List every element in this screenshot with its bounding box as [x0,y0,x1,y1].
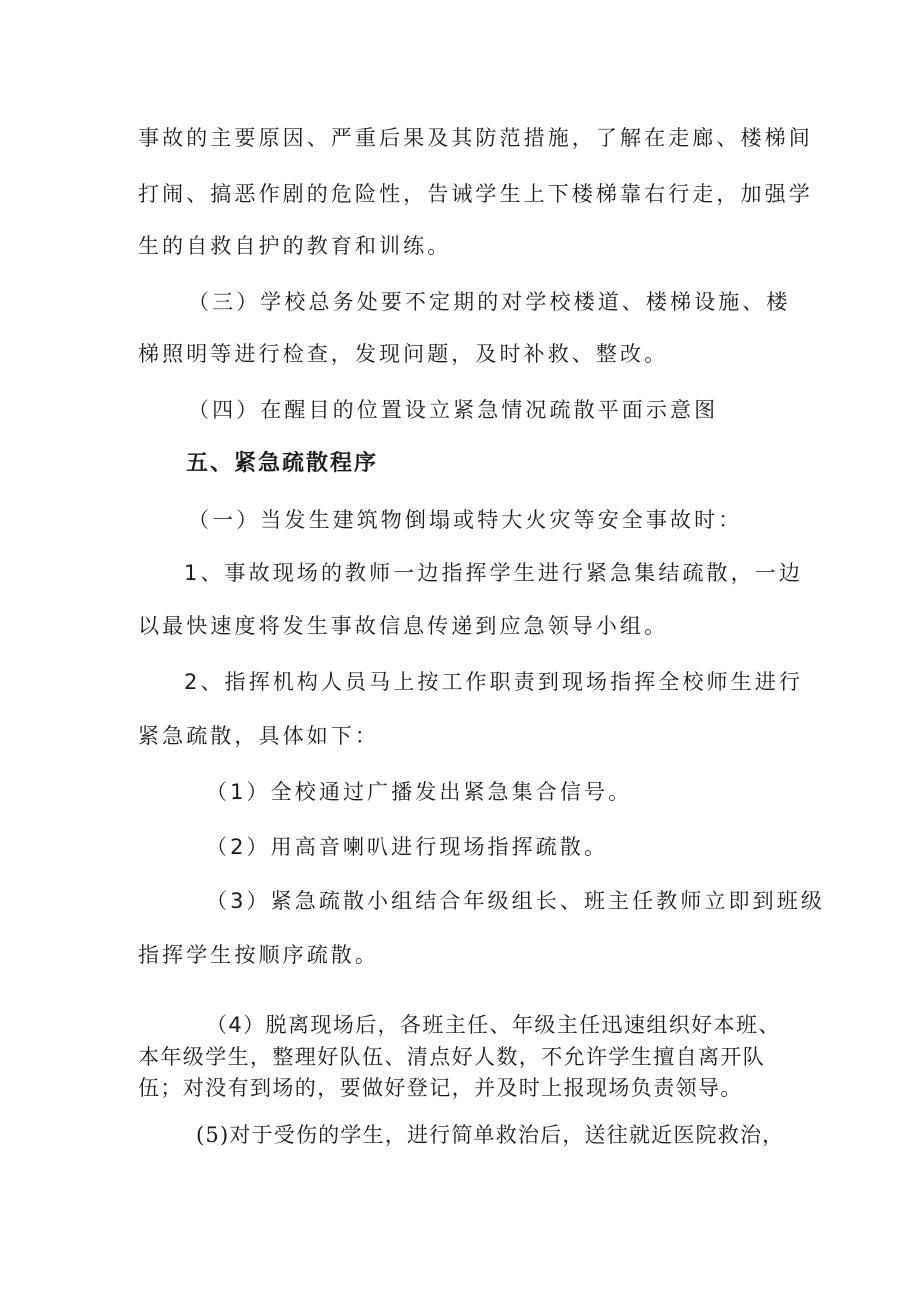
paragraph-line: 梯照明等进行检查，发现问题，及时补救、整改。 [138,342,669,366]
paragraph-line: 打闹、搞恶作剧的危险性，告诫学生上下楼梯靠右行走，加强学 [138,182,813,206]
paragraph-line: 事故的主要原因、严重后果及其防范措施，了解在走廊、楼梯间 [138,126,813,150]
paragraph-line: 以最快速度将发生事故信息传递到应急领导小组。 [138,614,669,638]
paragraph-line: 指挥学生按顺序疏散。 [138,943,379,967]
paragraph-line: 生的自救自护的教育和训练。 [138,234,452,258]
paragraph-line: （一）当发生建筑物倒塌或特大火灾等安全事故时： [188,508,743,532]
paragraph-line: （3）紧急疏散小组结合年级组长、班主任教师立即到班级 [206,889,825,913]
paragraph-line: 1、事故现场的教师一边指挥学生进行紧急集结疏散，一边 [184,561,803,585]
paragraph-line: （4）脱离现场后，各班主任、年级主任迅速组织好本班、 [206,1013,781,1037]
paragraph-line: （1）全校通过广播发出紧急集合信号。 [206,780,633,804]
paragraph-line: 伍；对没有到场的，要做好登记，并及时上报现场负责领导。 [138,1076,743,1100]
paragraph-line: 紧急疏散，具体如下： [138,724,379,748]
paragraph-line: (5)对于受伤的学生，进行简单救治后，送往就近医院救治， [196,1123,785,1147]
paragraph-line: 2、指挥机构人员马上按工作职责到现场指挥全校师生进行 [184,670,803,694]
section-heading: 五、紧急疏散程序 [186,451,379,476]
paragraph-line: 本年级学生，整理好队伍、清点好人数，不允许学生擅自离开队 [138,1045,766,1069]
paragraph-line: （三）学校总务处要不定期的对学校楼道、楼梯设施、楼 [188,290,791,314]
paragraph-line: （2）用高音喇叭进行现场指挥疏散。 [206,835,609,859]
paragraph-line: （四）在醒目的位置设立紧急情况疏散平面示意图 [188,398,719,422]
